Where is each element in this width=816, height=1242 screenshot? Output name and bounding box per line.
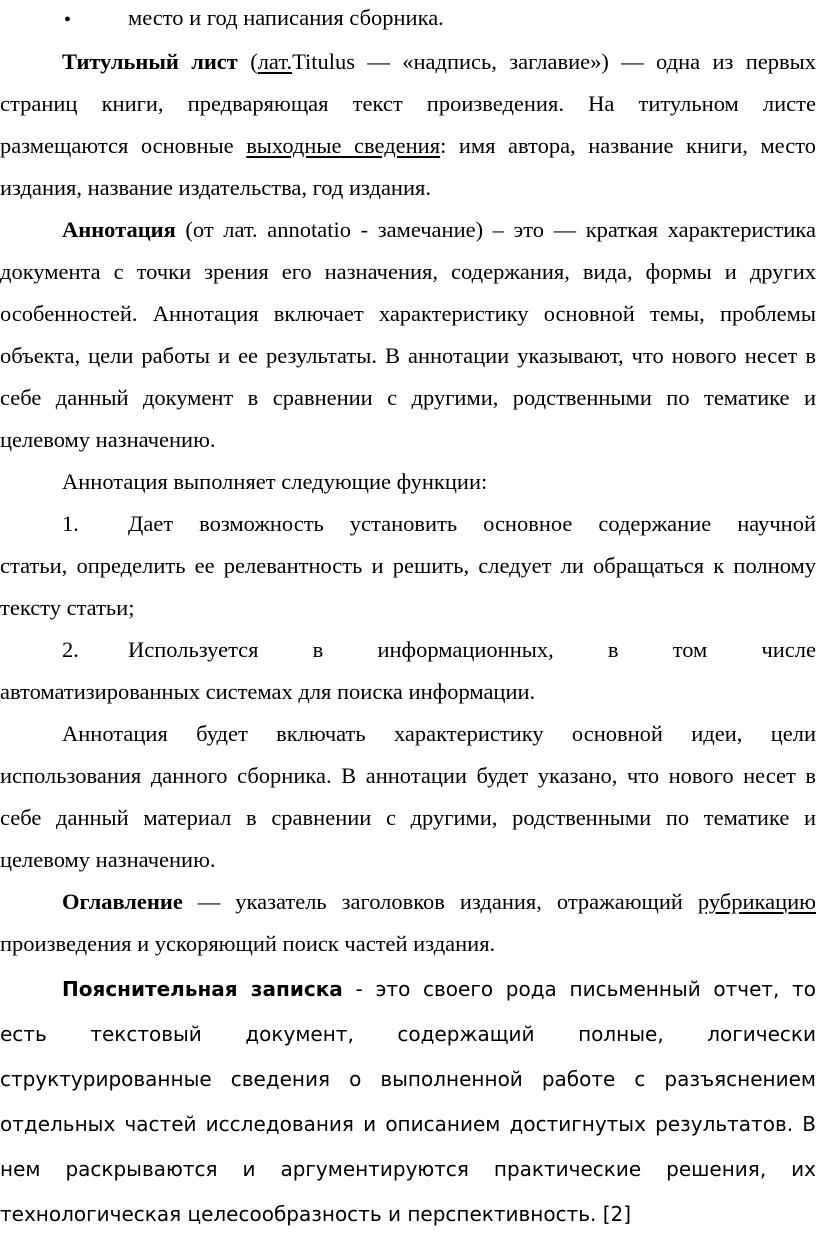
bullet-text: место и год написания сборника. — [128, 5, 444, 30]
list-item-first-line: Используется в информационных, в том числе — [128, 637, 816, 662]
paragraph-explanatory-note — [0, 967, 816, 1237]
term-toc: Оглавление — [62, 889, 183, 914]
list-item-first-line: Дает возможность установить основное содержание научной — [128, 511, 816, 536]
list-item-continuation: автоматизированных системах для поиска информации. — [0, 679, 536, 704]
text-segment: — указатель заголовков издания, отражающий — [182, 889, 698, 914]
text-segment: (от лат. annotatio - замечание) – это — краткая характеристика документа с точки зрения его назначения, содержания, вида, формы и других особенностей. Аннотация включает характеристику основной темы, проблемы объекта, цели работы и ее результаты. В аннотации указывают, что нового несет в себе данный документ в сравнении с другими, родственными по тематике и целевому назначению. — [0, 217, 816, 452]
paragraph-annotation — [0, 209, 816, 461]
bullet-item — [0, 0, 816, 40]
link-output-info[interactable]: выходные сведения — [246, 133, 441, 158]
list-number: 2. — [62, 637, 79, 662]
text-segment: произведения и ускоряющий поиск частей издания. — [0, 931, 496, 956]
term-annotation: Аннотация — [62, 217, 176, 242]
link-lat[interactable]: лат. — [257, 49, 293, 74]
bullet-marker: • — [64, 9, 72, 31]
paragraph-functions-intro: Аннотация выполняет следующие функции: — [62, 469, 488, 494]
text-segment: - это своего рода письменный отчет, то есть текстовый документ, содержащий полные, логически структурированные сведения о выполненной работе с разъяснением отдельных частей исследования и описанием достигнутых результатов. В нем раскрываются и аргументируются практические решения, их технологическая целесообразность и перспективность. [2] — [0, 977, 816, 1226]
text-segment: Titulus — «надпись, заглавие») — одна из первых страниц книги, предваряющая текст произведения. На титульном листе размещаются основные — [0, 49, 816, 158]
text-segment: : имя автора, название книги, место издания, название издательства, год издания. — [0, 133, 816, 200]
text-segment: ( — [237, 49, 258, 74]
list-number: 1. — [62, 511, 79, 536]
paragraph-toc — [0, 881, 816, 965]
link-rubrication[interactable]: рубрикацию — [697, 889, 816, 914]
paragraph-title-page — [0, 41, 816, 209]
list-item-continuation: статьи, определить ее релевантность и решить, следует ли обращаться к полному тексту статьи; — [0, 553, 816, 620]
paragraph-annotation-plan: Аннотация будет включать характеристику основной идеи, цели использования данного сборника. В аннотации будет указано, что нового несет в себе данный материал в сравнении с другими, родственными по тематике и целевому назначению. — [0, 721, 816, 872]
term-title-page: Титульный лист — [62, 49, 238, 74]
term-explanatory-note: Пояснительная записка — [62, 977, 343, 1001]
